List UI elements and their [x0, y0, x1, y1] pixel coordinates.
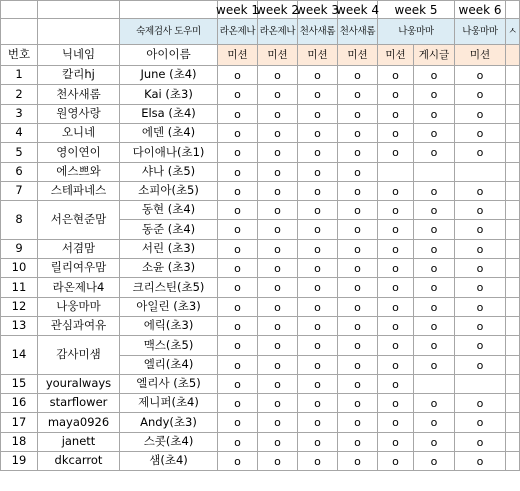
- completion-cell[interactable]: o: [378, 143, 414, 163]
- empty-cell[interactable]: [506, 336, 520, 356]
- empty-cell[interactable]: [506, 259, 520, 278]
- completion-cell[interactable]: o: [298, 278, 338, 298]
- completion-cell[interactable]: o: [258, 182, 298, 201]
- completion-cell[interactable]: o: [218, 105, 258, 124]
- kid-name-cell[interactable]: 소윤 (초3): [120, 259, 218, 278]
- completion-cell[interactable]: o: [218, 143, 258, 163]
- completion-cell[interactable]: o: [218, 259, 258, 278]
- completion-cell[interactable]: o: [338, 298, 378, 317]
- task-header-cell[interactable]: 미션: [338, 45, 378, 66]
- completion-cell[interactable]: o: [298, 413, 338, 433]
- completion-cell[interactable]: o: [338, 336, 378, 356]
- completion-cell[interactable]: o: [378, 356, 414, 375]
- completion-cell[interactable]: [414, 375, 455, 394]
- empty-cell[interactable]: [506, 298, 520, 317]
- completion-cell[interactable]: o: [378, 201, 414, 220]
- completion-cell[interactable]: o: [298, 240, 338, 259]
- row-number-cell[interactable]: 3: [0, 105, 38, 124]
- completion-cell[interactable]: o: [414, 413, 455, 433]
- completion-cell[interactable]: o: [338, 356, 378, 375]
- task-header-cell[interactable]: 게시글: [414, 45, 455, 66]
- completion-cell[interactable]: o: [378, 336, 414, 356]
- completion-cell[interactable]: o: [378, 278, 414, 298]
- kid-name-cell[interactable]: June (초4): [120, 66, 218, 85]
- row-number-cell[interactable]: 18: [0, 433, 38, 452]
- completion-cell[interactable]: o: [378, 413, 414, 433]
- completion-cell[interactable]: o: [378, 124, 414, 143]
- completion-cell[interactable]: o: [298, 259, 338, 278]
- completion-cell[interactable]: o: [414, 317, 455, 336]
- nickname-cell[interactable]: 칼리hj: [38, 66, 120, 85]
- nickname-cell[interactable]: 라온제나4: [38, 278, 120, 298]
- completion-cell[interactable]: o: [378, 375, 414, 394]
- week-header-cell[interactable]: [506, 0, 520, 19]
- completion-cell[interactable]: o: [414, 298, 455, 317]
- week-header-cell[interactable]: week 4: [338, 0, 378, 19]
- kid-name-cell[interactable]: 동준 (초4): [120, 220, 218, 240]
- completion-cell[interactable]: o: [258, 298, 298, 317]
- completion-cell[interactable]: o: [414, 278, 455, 298]
- completion-cell[interactable]: o: [258, 201, 298, 220]
- completion-cell[interactable]: o: [414, 336, 455, 356]
- completion-cell[interactable]: o: [298, 124, 338, 143]
- kid-name-cell[interactable]: 제니퍼(초4): [120, 394, 218, 413]
- header-blank-cell[interactable]: [120, 0, 218, 19]
- nickname-cell[interactable]: maya0926: [38, 413, 120, 433]
- completion-cell[interactable]: o: [298, 433, 338, 452]
- completion-cell[interactable]: o: [218, 124, 258, 143]
- kid-name-cell[interactable]: 다이애나(초1): [120, 143, 218, 163]
- completion-cell[interactable]: o: [338, 278, 378, 298]
- helper-name-cell[interactable]: 나웅마마: [455, 19, 506, 45]
- nickname-cell[interactable]: 릴리여우맘: [38, 259, 120, 278]
- header-blank-cell[interactable]: [0, 19, 38, 45]
- helper-name-cell[interactable]: 나웅마마: [378, 19, 455, 45]
- completion-cell[interactable]: o: [338, 433, 378, 452]
- header-blank-cell[interactable]: [38, 19, 120, 45]
- column-header-kid-name[interactable]: 아이이름: [120, 45, 218, 66]
- week-header-cell[interactable]: week 5: [378, 0, 455, 19]
- task-header-cell[interactable]: 미션: [218, 45, 258, 66]
- empty-cell[interactable]: [506, 66, 520, 85]
- nickname-cell[interactable]: 나웅마마: [38, 298, 120, 317]
- completion-cell[interactable]: o: [218, 375, 258, 394]
- completion-cell[interactable]: o: [414, 452, 455, 471]
- kid-name-cell[interactable]: 스콧(초4): [120, 433, 218, 452]
- row-number-cell[interactable]: 11: [0, 278, 38, 298]
- completion-cell[interactable]: o: [218, 66, 258, 85]
- completion-cell[interactable]: o: [258, 452, 298, 471]
- completion-cell[interactable]: o: [218, 433, 258, 452]
- helper-name-cell[interactable]: ㅅ: [506, 19, 520, 45]
- task-header-cell[interactable]: [506, 45, 520, 66]
- row-number-cell[interactable]: 6: [0, 163, 38, 182]
- row-number-cell[interactable]: 16: [0, 394, 38, 413]
- kid-name-cell[interactable]: 에릭(초3): [120, 317, 218, 336]
- completion-cell[interactable]: o: [455, 433, 506, 452]
- nickname-cell[interactable]: 서은현준맘: [38, 201, 120, 240]
- completion-cell[interactable]: o: [414, 105, 455, 124]
- completion-cell[interactable]: o: [378, 105, 414, 124]
- empty-cell[interactable]: [506, 201, 520, 220]
- completion-cell[interactable]: o: [378, 452, 414, 471]
- helper-name-cell[interactable]: 라온제나: [218, 19, 258, 45]
- week-header-cell[interactable]: week 2: [258, 0, 298, 19]
- completion-cell[interactable]: o: [414, 182, 455, 201]
- nickname-cell[interactable]: 서겸맘: [38, 240, 120, 259]
- completion-cell[interactable]: o: [298, 66, 338, 85]
- completion-cell[interactable]: o: [298, 452, 338, 471]
- completion-cell[interactable]: o: [338, 240, 378, 259]
- completion-cell[interactable]: o: [455, 105, 506, 124]
- row-number-cell[interactable]: 9: [0, 240, 38, 259]
- helper-name-cell[interactable]: 천사새롬: [338, 19, 378, 45]
- completion-cell[interactable]: o: [298, 298, 338, 317]
- completion-cell[interactable]: [455, 375, 506, 394]
- completion-cell[interactable]: o: [298, 375, 338, 394]
- kid-name-cell[interactable]: 엘리(초4): [120, 356, 218, 375]
- completion-cell[interactable]: o: [378, 85, 414, 105]
- completion-cell[interactable]: o: [218, 278, 258, 298]
- completion-cell[interactable]: o: [298, 201, 338, 220]
- completion-cell[interactable]: o: [338, 163, 378, 182]
- completion-cell[interactable]: o: [338, 85, 378, 105]
- completion-cell[interactable]: o: [414, 259, 455, 278]
- kid-name-cell[interactable]: Andy(초3): [120, 413, 218, 433]
- completion-cell[interactable]: [455, 163, 506, 182]
- completion-cell[interactable]: o: [218, 336, 258, 356]
- completion-cell[interactable]: o: [338, 66, 378, 85]
- task-header-cell[interactable]: 미션: [258, 45, 298, 66]
- completion-cell[interactable]: o: [258, 278, 298, 298]
- completion-cell[interactable]: o: [298, 317, 338, 336]
- completion-cell[interactable]: o: [218, 220, 258, 240]
- row-number-cell[interactable]: 19: [0, 452, 38, 471]
- header-blank-cell[interactable]: [0, 0, 38, 19]
- completion-cell[interactable]: o: [258, 163, 298, 182]
- completion-cell[interactable]: o: [414, 124, 455, 143]
- completion-cell[interactable]: o: [414, 201, 455, 220]
- completion-cell[interactable]: o: [258, 220, 298, 240]
- nickname-cell[interactable]: 영이연이: [38, 143, 120, 163]
- completion-cell[interactable]: o: [378, 433, 414, 452]
- kid-name-cell[interactable]: 샤나 (초5): [120, 163, 218, 182]
- completion-cell[interactable]: o: [258, 240, 298, 259]
- empty-cell[interactable]: [506, 240, 520, 259]
- kid-name-cell[interactable]: 동현 (초4): [120, 201, 218, 220]
- kid-name-cell[interactable]: 맥스(초5): [120, 336, 218, 356]
- completion-cell[interactable]: o: [298, 356, 338, 375]
- empty-cell[interactable]: [506, 124, 520, 143]
- completion-cell[interactable]: o: [455, 124, 506, 143]
- completion-cell[interactable]: o: [455, 66, 506, 85]
- task-header-cell[interactable]: 미션: [378, 45, 414, 66]
- completion-cell[interactable]: o: [258, 375, 298, 394]
- nickname-cell[interactable]: dkcarrot: [38, 452, 120, 471]
- empty-cell[interactable]: [506, 163, 520, 182]
- empty-cell[interactable]: [506, 278, 520, 298]
- completion-cell[interactable]: o: [378, 220, 414, 240]
- completion-cell[interactable]: o: [218, 182, 258, 201]
- kid-name-cell[interactable]: 샘(초4): [120, 452, 218, 471]
- completion-cell[interactable]: o: [455, 278, 506, 298]
- completion-cell[interactable]: o: [455, 220, 506, 240]
- empty-cell[interactable]: [506, 413, 520, 433]
- completion-cell[interactable]: o: [378, 298, 414, 317]
- completion-cell[interactable]: o: [414, 394, 455, 413]
- empty-cell[interactable]: [506, 143, 520, 163]
- empty-cell[interactable]: [506, 85, 520, 105]
- completion-cell[interactable]: o: [338, 452, 378, 471]
- completion-cell[interactable]: o: [455, 85, 506, 105]
- completion-cell[interactable]: o: [218, 317, 258, 336]
- completion-cell[interactable]: o: [218, 394, 258, 413]
- header-blank-cell[interactable]: [38, 0, 120, 19]
- row-number-cell[interactable]: 4: [0, 124, 38, 143]
- nickname-cell[interactable]: 천사새롬: [38, 85, 120, 105]
- helper-name-cell[interactable]: 라온제나: [258, 19, 298, 45]
- row-number-cell[interactable]: 10: [0, 259, 38, 278]
- week-header-cell[interactable]: week 6: [455, 0, 506, 19]
- completion-cell[interactable]: o: [455, 317, 506, 336]
- completion-cell[interactable]: o: [338, 259, 378, 278]
- completion-cell[interactable]: o: [414, 85, 455, 105]
- completion-cell[interactable]: o: [258, 105, 298, 124]
- row-number-cell[interactable]: 17: [0, 413, 38, 433]
- kid-name-cell[interactable]: 아일린 (초3): [120, 298, 218, 317]
- completion-cell[interactable]: [378, 163, 414, 182]
- empty-cell[interactable]: [506, 356, 520, 375]
- empty-cell[interactable]: [506, 433, 520, 452]
- column-header-number[interactable]: 번호: [0, 45, 38, 66]
- completion-cell[interactable]: o: [414, 240, 455, 259]
- completion-cell[interactable]: o: [258, 317, 298, 336]
- completion-cell[interactable]: o: [258, 356, 298, 375]
- nickname-cell[interactable]: 스테파네스: [38, 182, 120, 201]
- completion-cell[interactable]: o: [298, 182, 338, 201]
- nickname-cell[interactable]: 감사미샘: [38, 336, 120, 375]
- nickname-cell[interactable]: janett: [38, 433, 120, 452]
- completion-cell[interactable]: o: [298, 394, 338, 413]
- completion-cell[interactable]: o: [298, 85, 338, 105]
- completion-cell[interactable]: o: [258, 413, 298, 433]
- empty-cell[interactable]: [506, 182, 520, 201]
- kid-name-cell[interactable]: 에덴 (초4): [120, 124, 218, 143]
- completion-cell[interactable]: o: [455, 356, 506, 375]
- row-number-cell[interactable]: 14: [0, 336, 38, 375]
- kid-name-cell[interactable]: 크리스틴(초5): [120, 278, 218, 298]
- completion-cell[interactable]: o: [378, 394, 414, 413]
- nickname-cell[interactable]: 관심과여유: [38, 317, 120, 336]
- completion-cell[interactable]: o: [338, 317, 378, 336]
- completion-cell[interactable]: o: [378, 240, 414, 259]
- completion-cell[interactable]: o: [258, 143, 298, 163]
- completion-cell[interactable]: o: [455, 240, 506, 259]
- kid-name-cell[interactable]: Kai (초3): [120, 85, 218, 105]
- completion-cell[interactable]: o: [455, 413, 506, 433]
- completion-cell[interactable]: o: [218, 452, 258, 471]
- completion-cell[interactable]: o: [218, 85, 258, 105]
- completion-cell[interactable]: o: [455, 201, 506, 220]
- completion-cell[interactable]: o: [455, 394, 506, 413]
- completion-cell[interactable]: o: [455, 452, 506, 471]
- completion-cell[interactable]: [414, 163, 455, 182]
- completion-cell[interactable]: o: [455, 336, 506, 356]
- completion-cell[interactable]: o: [258, 124, 298, 143]
- completion-cell[interactable]: o: [378, 317, 414, 336]
- empty-cell[interactable]: [506, 452, 520, 471]
- completion-cell[interactable]: o: [338, 124, 378, 143]
- completion-cell[interactable]: o: [414, 66, 455, 85]
- kid-name-cell[interactable]: 소피아(초5): [120, 182, 218, 201]
- completion-cell[interactable]: o: [378, 66, 414, 85]
- completion-cell[interactable]: o: [258, 336, 298, 356]
- completion-cell[interactable]: o: [455, 259, 506, 278]
- kid-name-cell[interactable]: 엘리사 (초5): [120, 375, 218, 394]
- row-number-cell[interactable]: 13: [0, 317, 38, 336]
- nickname-cell[interactable]: youralways: [38, 375, 120, 394]
- completion-cell[interactable]: o: [414, 356, 455, 375]
- completion-cell[interactable]: o: [258, 85, 298, 105]
- completion-cell[interactable]: o: [338, 201, 378, 220]
- completion-cell[interactable]: o: [218, 163, 258, 182]
- completion-cell[interactable]: o: [218, 413, 258, 433]
- empty-cell[interactable]: [506, 394, 520, 413]
- completion-cell[interactable]: o: [258, 433, 298, 452]
- completion-cell[interactable]: o: [414, 220, 455, 240]
- completion-cell[interactable]: o: [455, 298, 506, 317]
- row-number-cell[interactable]: 15: [0, 375, 38, 394]
- completion-cell[interactable]: o: [338, 105, 378, 124]
- completion-cell[interactable]: o: [218, 240, 258, 259]
- completion-cell[interactable]: o: [218, 356, 258, 375]
- completion-cell[interactable]: o: [378, 259, 414, 278]
- completion-cell[interactable]: o: [298, 143, 338, 163]
- column-header-nickname[interactable]: 닉네임: [38, 45, 120, 66]
- completion-cell[interactable]: o: [298, 220, 338, 240]
- row-number-cell[interactable]: 2: [0, 85, 38, 105]
- completion-cell[interactable]: o: [455, 182, 506, 201]
- completion-cell[interactable]: o: [218, 201, 258, 220]
- row-number-cell[interactable]: 1: [0, 66, 38, 85]
- nickname-cell[interactable]: 에스쁘와: [38, 163, 120, 182]
- completion-cell[interactable]: o: [338, 375, 378, 394]
- completion-cell[interactable]: o: [338, 394, 378, 413]
- kid-name-cell[interactable]: 서린 (초3): [120, 240, 218, 259]
- completion-cell[interactable]: o: [338, 182, 378, 201]
- row-number-cell[interactable]: 7: [0, 182, 38, 201]
- completion-cell[interactable]: o: [258, 259, 298, 278]
- completion-cell[interactable]: o: [218, 298, 258, 317]
- week-header-cell[interactable]: week 3: [298, 0, 338, 19]
- completion-cell[interactable]: o: [298, 105, 338, 124]
- completion-cell[interactable]: o: [338, 413, 378, 433]
- helper-name-cell[interactable]: 숙제검사 도우미: [120, 19, 218, 45]
- task-header-cell[interactable]: 미션: [455, 45, 506, 66]
- row-number-cell[interactable]: 5: [0, 143, 38, 163]
- completion-cell[interactable]: o: [298, 163, 338, 182]
- helper-name-cell[interactable]: 천사새롬: [298, 19, 338, 45]
- kid-name-cell[interactable]: Elsa (초4): [120, 105, 218, 124]
- completion-cell[interactable]: o: [298, 336, 338, 356]
- nickname-cell[interactable]: 원영사랑: [38, 105, 120, 124]
- empty-cell[interactable]: [506, 317, 520, 336]
- completion-cell[interactable]: o: [455, 143, 506, 163]
- completion-cell[interactable]: o: [258, 394, 298, 413]
- row-number-cell[interactable]: 8: [0, 201, 38, 240]
- task-header-cell[interactable]: 미션: [298, 45, 338, 66]
- completion-cell[interactable]: o: [338, 143, 378, 163]
- row-number-cell[interactable]: 12: [0, 298, 38, 317]
- nickname-cell[interactable]: 오니네: [38, 124, 120, 143]
- completion-cell[interactable]: o: [338, 220, 378, 240]
- empty-cell[interactable]: [506, 105, 520, 124]
- empty-cell[interactable]: [506, 220, 520, 240]
- nickname-cell[interactable]: starflower: [38, 394, 120, 413]
- completion-cell[interactable]: o: [258, 66, 298, 85]
- completion-cell[interactable]: o: [414, 433, 455, 452]
- empty-cell[interactable]: [506, 375, 520, 394]
- week-header-cell[interactable]: week 1: [218, 0, 258, 19]
- completion-cell[interactable]: o: [414, 143, 455, 163]
- completion-cell[interactable]: o: [378, 182, 414, 201]
